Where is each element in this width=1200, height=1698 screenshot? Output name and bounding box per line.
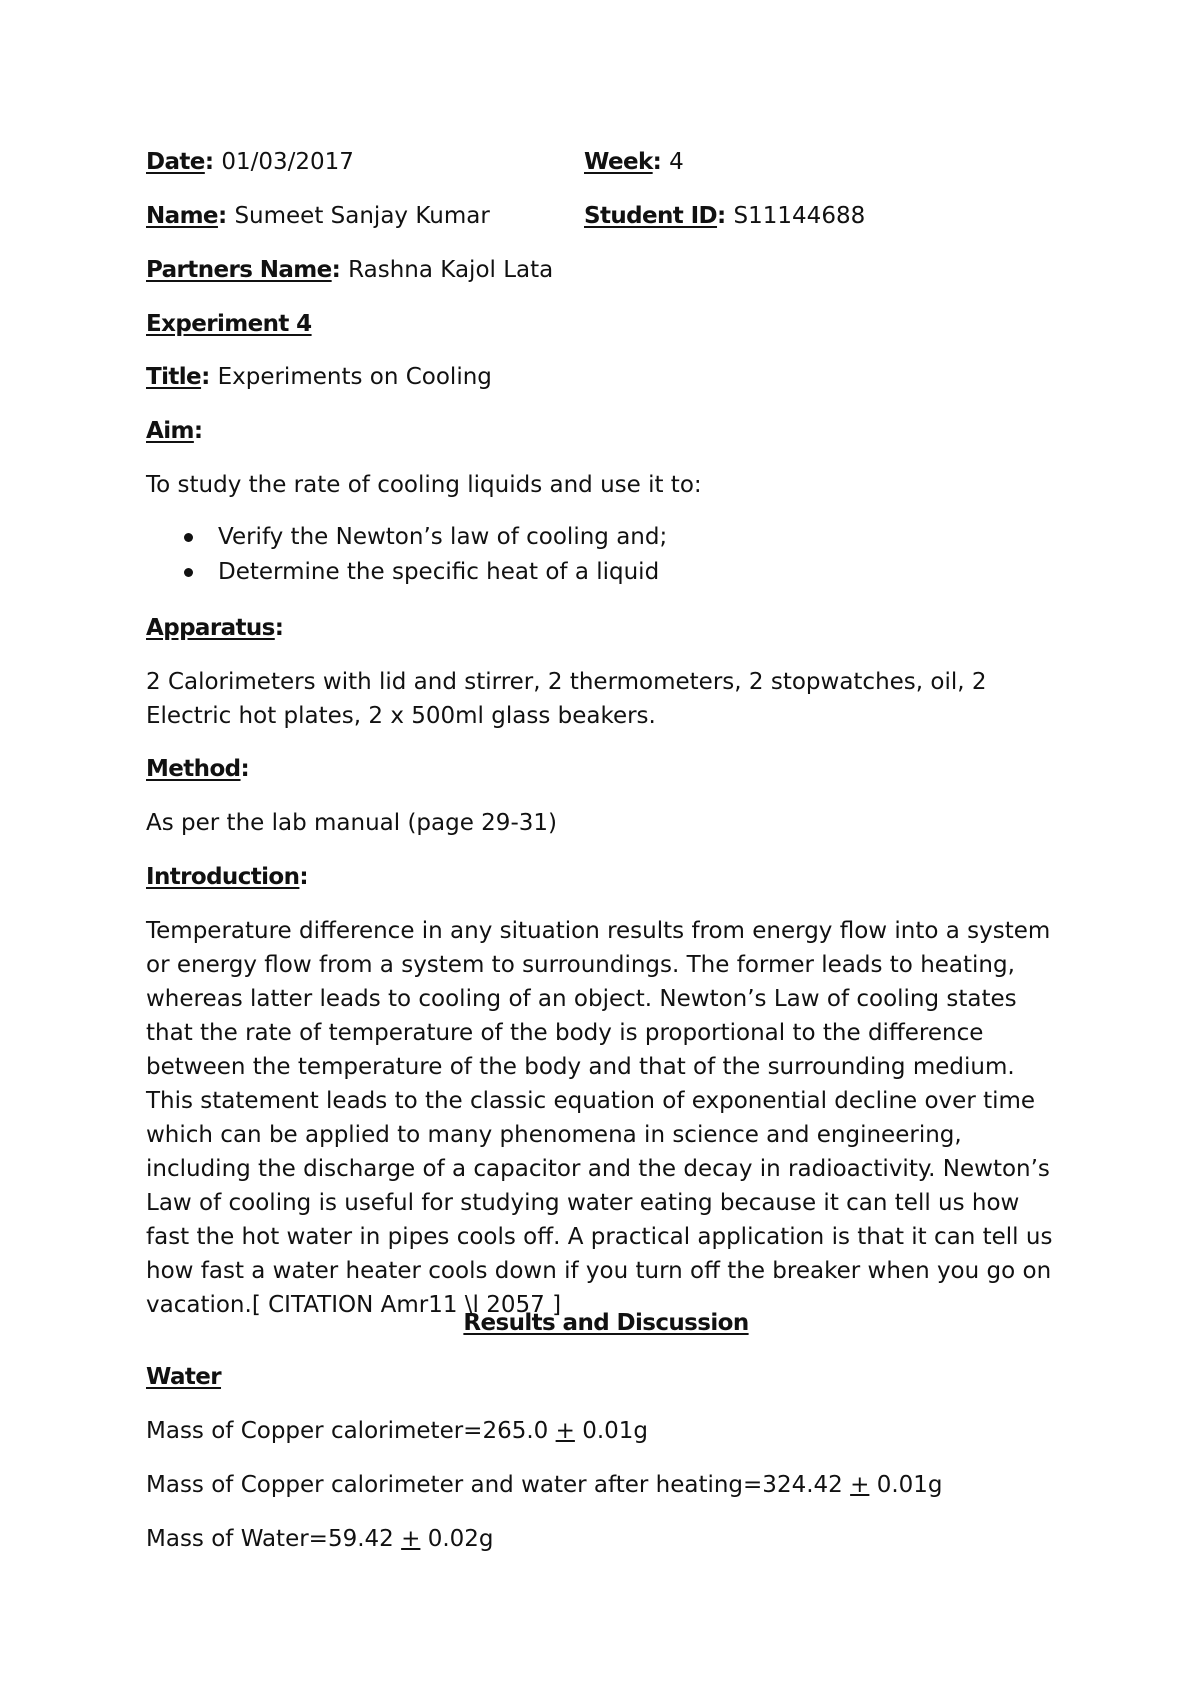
results-heading-text: Results and Discussion <box>463 1310 749 1336</box>
list-item <box>146 520 667 555</box>
partners-value: Rashna Kajol Lata <box>348 257 554 283</box>
document-page <box>146 0 1066 1698</box>
list-item <box>146 555 667 590</box>
aim-heading: Aim: <box>146 418 204 444</box>
measurement-uncertainty: 0.02g <box>420 1526 494 1552</box>
water-heading <box>146 1362 221 1392</box>
water-heading-text: Water <box>146 1364 222 1390</box>
date-field: Date: 01/03/2017 <box>146 149 354 175</box>
introduction-label: Introduction <box>146 864 300 890</box>
bullet-icon <box>184 568 193 577</box>
experiment-heading <box>146 309 312 339</box>
measurement-uncertainty: 0.01g <box>869 1472 943 1498</box>
name-label: Name <box>146 203 218 229</box>
method-label: Method <box>146 756 241 782</box>
measurement-row <box>146 1524 494 1554</box>
measurement-row <box>146 1416 648 1446</box>
apparatus-label: Apparatus <box>146 615 275 641</box>
name-value: Sumeet Sanjay Kumar <box>234 203 490 229</box>
aim-item-text: Verify the Newton’s law of cooling and; <box>218 524 668 550</box>
week-field: Week: 4 <box>584 149 684 175</box>
aim-item-text: Determine the specific heat of a liquid <box>218 559 660 585</box>
results-heading <box>146 1308 1066 1338</box>
bullet-icon <box>184 533 193 542</box>
date-value: 01/03/2017 <box>221 149 354 175</box>
week-label: Week <box>584 149 653 175</box>
plus-minus-symbol: + <box>555 1418 575 1444</box>
measurement-label: Mass of Copper calorimeter=265.0 <box>146 1418 556 1444</box>
plus-minus-symbol: + <box>850 1472 870 1498</box>
plus-minus-symbol: + <box>401 1526 421 1552</box>
partners-label: Partners Name <box>146 257 332 283</box>
student-id-label: Student ID <box>584 203 718 229</box>
date-label: Date <box>146 149 205 175</box>
aim-label: Aim <box>146 418 194 444</box>
measurement-row <box>146 1470 943 1500</box>
student-id-field: Student ID: S11144688 <box>584 203 866 229</box>
partners-field: Partners Name: Rashna Kajol Lata <box>146 257 554 283</box>
measurement-uncertainty: 0.01g <box>574 1418 649 1444</box>
title-field: Title: Experiments on Cooling <box>146 364 492 390</box>
experiment-heading-text: Experiment 4 <box>146 311 312 337</box>
introduction-heading: Introduction: <box>146 864 309 890</box>
method-heading: Method: <box>146 756 250 782</box>
week-value: 4 <box>669 149 684 175</box>
name-field: Name: Sumeet Sanjay Kumar <box>146 203 490 229</box>
title-value: Experiments on Cooling <box>217 364 492 390</box>
student-id-value: S11144688 <box>733 203 866 229</box>
introduction-text: Temperature difference in any situation results from energy flow into a system or energy flow from a system to surroundings. The former leads to heating, whereas latter leads to cooling of an object. Newton’s Law of cooling states that the rate of temperature of the body is proportional to the difference between the temperature of the body and that of the surrounding medium. This statement leads to the classic equation of exponential decline over time which can be applied to many phenomena in science and engineering, including the discharge of a capacitor and the decay in radioactivity. Newton’s Law of cooling is useful for studying water eating because it can tell us how fast the hot water in pipes cools off. A practical application is that it can tell us how fast a water heater cools down if you turn off the breaker when you go on vacation.[ CITATION Amr11 \l 2057 ] <box>146 918 1053 1318</box>
method-text: As per the lab manual (page 29-31) <box>146 810 557 836</box>
apparatus-heading: Apparatus: <box>146 615 284 641</box>
aim-intro: To study the rate of cooling liquids and use it to: <box>146 472 702 498</box>
aim-list <box>146 520 667 590</box>
title-label: Title <box>146 364 202 390</box>
measurement-label: Mass of Water=59.42 <box>146 1526 402 1552</box>
measurement-label: Mass of Copper calorimeter and water after heating=324.42 <box>146 1472 851 1498</box>
apparatus-text: 2 Calorimeters with lid and stirrer, 2 thermometers, 2 stopwatches, oil, 2 Electric hot plates, 2 x 500ml glass beakers. <box>146 669 987 729</box>
